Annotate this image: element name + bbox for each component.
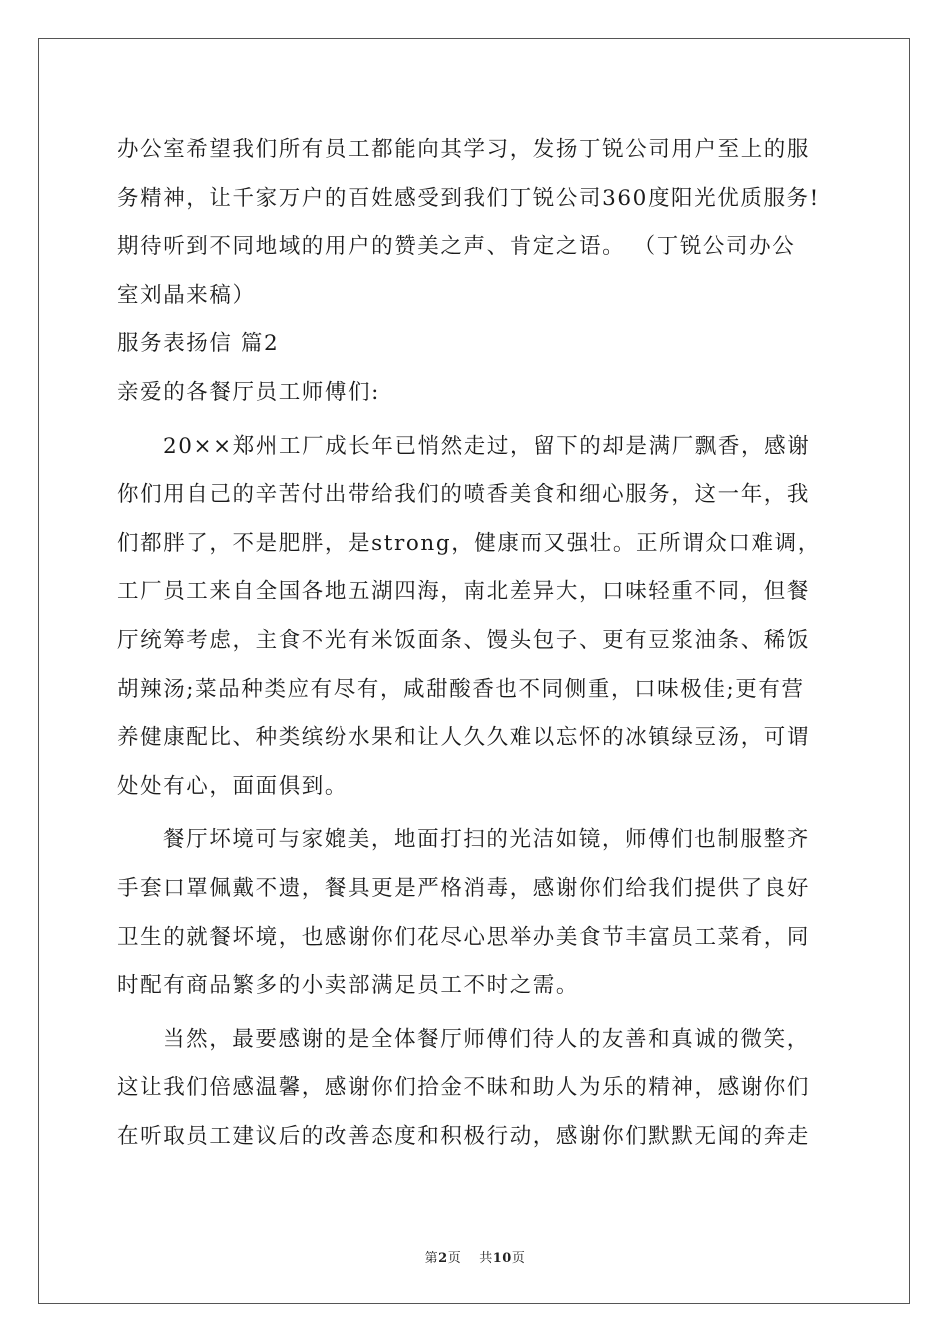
text-line: 养健康配比、种类缤纷水果和让人久久难以忘怀的冰镇绿豆汤，可谓 [117,725,811,751]
text-line: 处处有心，面面俱到。 [117,773,349,799]
text-line: 20××郑州工厂成长年已悄然走过，留下的却是满厂飘香，感谢 [163,433,811,459]
text-line: 务精神，让千家万户的百姓感受到我们丁锐公司360度阳光优质服务! [117,185,820,211]
text-line: 时配有商品繁多的小卖部满足员工不时之需。 [117,973,580,999]
page-number-suffix: 页 [447,1251,462,1266]
page-footer [0,1247,950,1266]
text-line: 当然，最要感谢的是全体餐厅师傅们待人的友善和真诚的微笑， [163,1026,810,1052]
text-line: 工厂员工来自全国各地五湖四海，南北差异大，口味轻重不同，但餐 [117,579,811,605]
text-line: 在听取员工建议后的改善态度和积极行动，感谢你们默默无闻的奔走 [117,1123,811,1149]
section-heading: 服务表扬信 篇2 [117,331,280,357]
page-total: 10 [492,1251,512,1266]
text-line: 厅统筹考虑，主食不光有米饭面条、馒头包子、更有豆浆油条、稀饭 [117,627,811,653]
document-body [117,126,835,1161]
text-line: 胡辣汤;菜品种类应有尽有，咸甜酸香也不同侧重，口味极佳;更有营 [117,676,805,702]
text-line: 餐厅坏境可与家媲美，地面打扫的光洁如镜，师傅们也制服整齐 [163,827,810,853]
text-line: 手套口罩佩戴不遗，餐具更是严格消毒，感谢你们给我们提供了良好 [117,875,811,901]
page-number-prefix: 第 [424,1251,439,1266]
page-total-prefix: 共 [479,1251,493,1266]
text-line: 们都胖了，不是肥胖，是strong，健康而又强壮。正所谓众口难调， [117,530,821,556]
page-number-current: 2 [438,1251,448,1266]
page-total-suffix: 页 [511,1251,526,1266]
text-line: 办公室希望我们所有员工都能向其学习，发扬丁锐公司用户至上的服 [117,137,811,162]
text-line: 你们用自己的辛苦付出带给我们的喷香美食和细心服务，这一年，我 [117,482,811,508]
text-line: 期待听到不同地域的用户的赞美之声、肯定之语。 （丁锐公司办公 [117,234,796,260]
text-line: 室刘晶来稿） [117,282,256,308]
salutation: 亲爱的各餐厅员工师傅们: [117,379,380,405]
text-line: 这让我们倍感温馨，感谢你们拾金不昧和助人为乐的精神，感谢你们 [117,1075,811,1101]
text-line: 卫生的就餐坏境，也感谢你们花尽心思举办美食节丰富员工菜肴，同 [117,924,811,950]
